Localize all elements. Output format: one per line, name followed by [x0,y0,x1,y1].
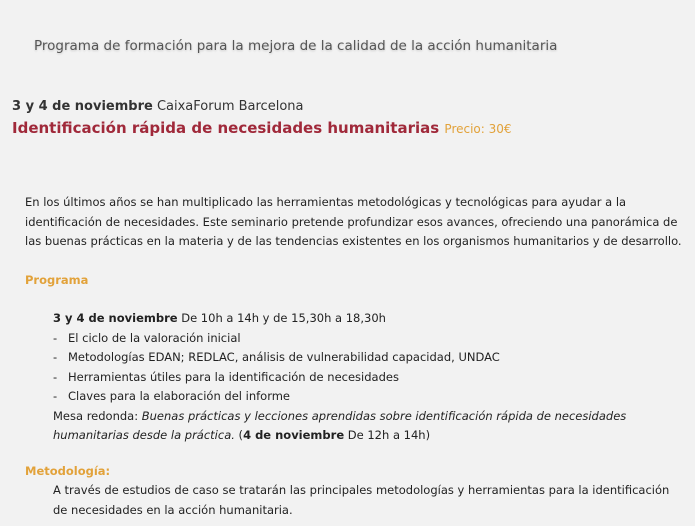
content [25,193,687,520]
event-title-line [12,119,512,137]
round-table-date: 4 de noviembre [243,428,345,442]
list-item: - Herramientas útiles para la identificación de necesidades [53,368,687,388]
metodologia-heading: Metodología: [25,463,111,478]
event-date-line [12,99,512,114]
round-table-title: Buenas prácticas y lecciones aprendidas sobre identificación rápida de necesidades humanitarias desde la práctica. [53,408,627,442]
event-price: Precio: 30€ [444,122,512,136]
programa-date-line [53,309,687,329]
round-table-paren: ( [234,428,244,442]
list-item: - Claves para la elaboración del informe [53,387,687,407]
event-title: Identificación rápida de necesidades humanitarias [12,119,440,137]
metodologia-text: A través de estudios de caso se tratarán las principales metodologías y herramientas para la identificación de necesidades en la acción humanitaria. [53,483,670,517]
intro-paragraph: En los últimos años se han multiplicado las herramientas metodológicas y tecnológicas para ayudar a la identificación de necesidades. Este seminario pretende profundizar esos avances, ofreciendo una panorámica de las buenas prácticas en la materia y de las tendencias existentes en los organismos humanitarios y de desarrollo. [25,195,682,248]
event-venue: CaixaForum Barcelona [156,99,304,114]
programa-schedule: De 10h a 14h y de 15,30h a 18,30h [181,311,386,325]
round-table-prefix: Mesa redonda: [53,408,142,423]
list-item: - Metodologías EDAN; REDLAC, análisis de vulnerabilidad capacidad, UNDAC [53,348,687,368]
round-table [53,407,687,446]
round-table-time: De 12h a 14h) [344,428,431,442]
list-item: - El ciclo de la valoración inicial [53,329,687,349]
event-date: 3 y 4 de noviembre [12,99,153,114]
programa-block [25,309,687,446]
programa-list [53,329,687,407]
program-title: Programa de formación para la mejora de la calidad de la acción humanitaria [34,38,558,54]
programa-heading: Programa [25,272,89,287]
programa-date: 3 y 4 de noviembre [53,311,178,325]
event-header [12,99,512,137]
